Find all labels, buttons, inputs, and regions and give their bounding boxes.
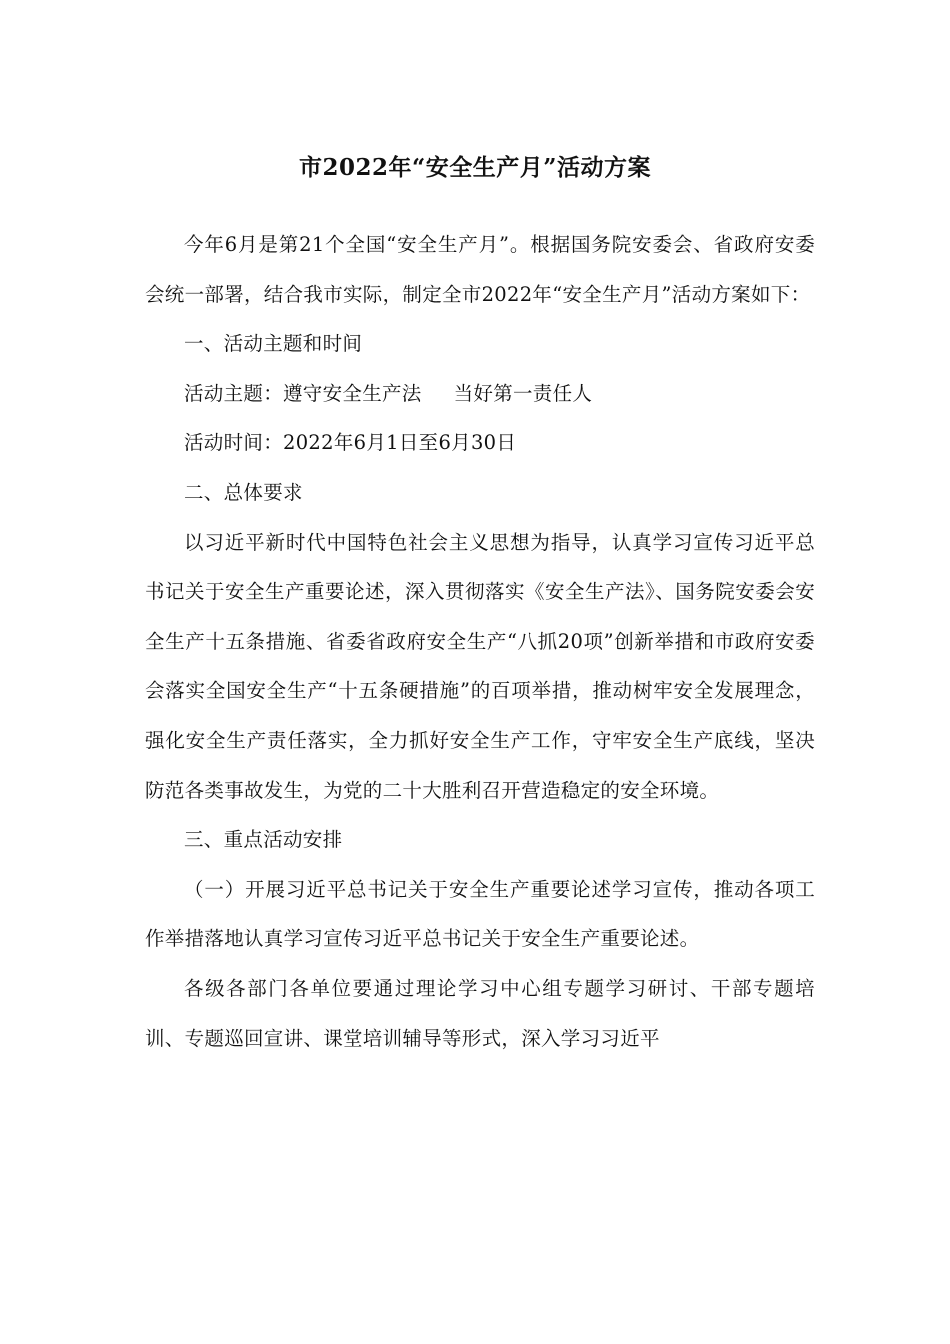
requirements-paragraph: 以习近平新时代中国特色社会主义思想为指导，认真学习宣传习近平总书记关于安全生产重要论述，深入贯彻落实《安全生产法》、国务院安委会安全生产十五条措施、省委省政府安全生产“八抓20项”创新举措和市政府安委会落实全国安全生产“十五条硬措施”的百项举措，推动树牢安全发展理念，强化安全生产责任落实，全力抓好安全生产工作，守牢安全生产底线，坚决防范各类事故发生，为党的二十大胜利召开营造稳定的安全环境。 <box>145 530 815 802</box>
activity-1-detail-paragraph: 各级各部门各单位要通过理论学习中心组专题学习研讨、干部专题培训、专题巡回宣讲、课堂培训辅导等形式，深入学习习近平 <box>145 976 815 1050</box>
theme-label: 活动主题：遵守安全生产法 <box>184 381 422 405</box>
intro-paragraph: 今年6月是第21个全国“安全生产月”。根据国务院安委会、省政府安委会统一部署，结合我市实际，制定全市2022年“安全生产月”活动方案如下： <box>145 233 815 306</box>
section-heading-2: 二、总体要求 <box>184 480 303 504</box>
section-heading-3: 三、重点活动安排 <box>184 828 343 852</box>
document-body <box>145 220 815 1063</box>
section-heading-1: 一、活动主题和时间 <box>184 332 363 356</box>
theme-paragraph <box>145 369 815 419</box>
activity-1-paragraph: （一）开展习近平总书记关于安全生产重要论述学习宣传，推动各项工作举措落地认真学习宣传习近平总书记关于安全生产重要论述。 <box>145 877 815 951</box>
time-paragraph: 活动时间：2022年6月1日至6月30日 <box>184 431 517 455</box>
theme-tail: 当好第一责任人 <box>453 381 593 405</box>
document-title: 市2022年“安全生产月”活动方案 <box>299 154 651 181</box>
